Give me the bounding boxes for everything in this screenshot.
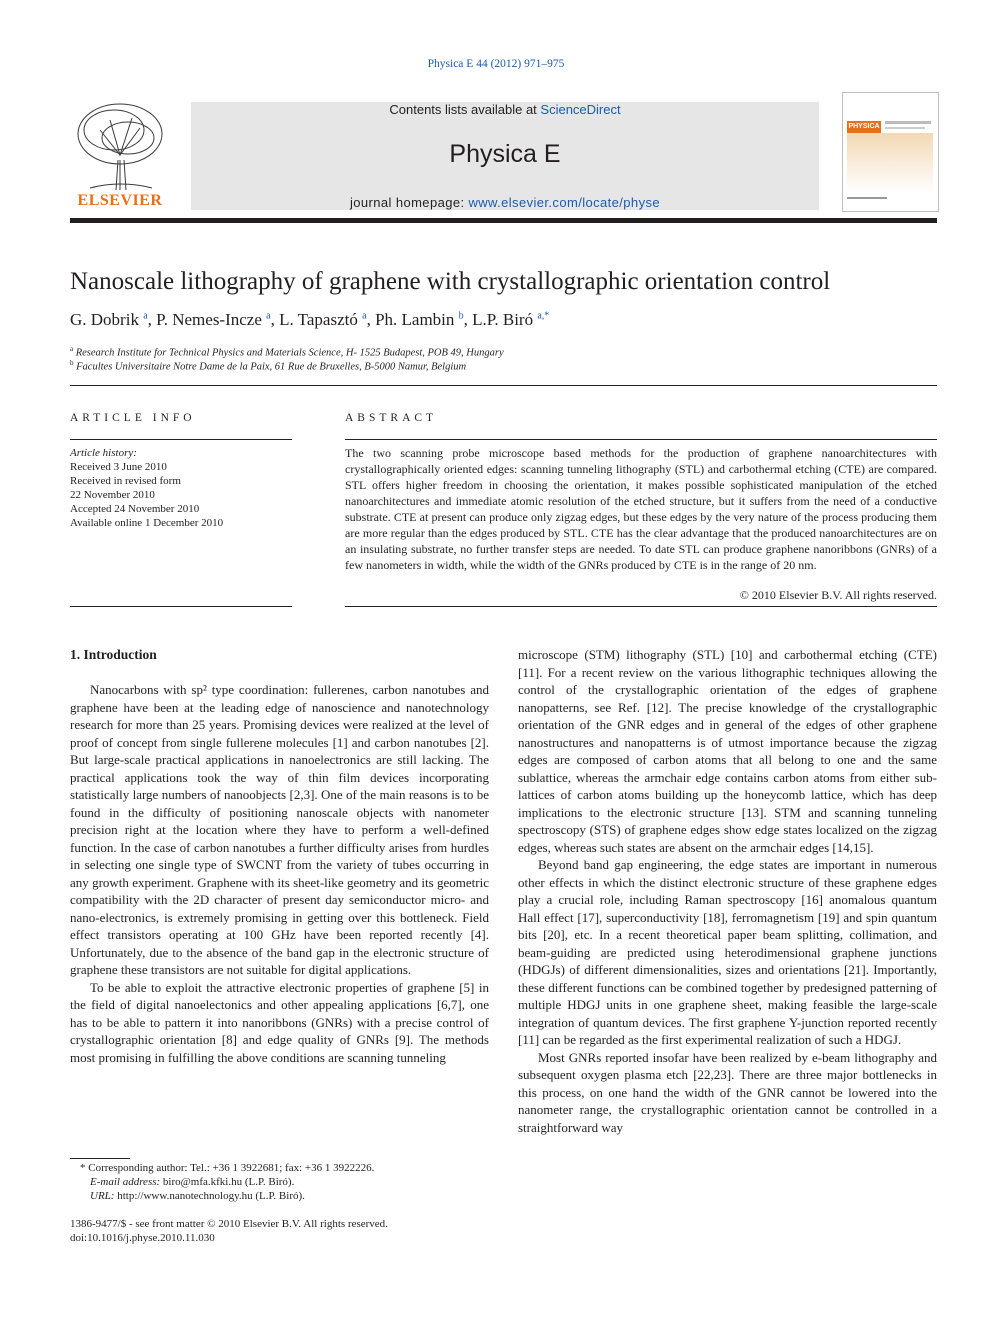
journal-citation[interactable]: Physica E 44 (2012) 971–975 bbox=[427, 58, 565, 70]
history-item: Received in revised form bbox=[70, 475, 181, 487]
journal-name: Physica E bbox=[449, 140, 561, 168]
doi-line[interactable]: doi:10.1016/j.physe.2010.11.030 bbox=[70, 1232, 215, 1244]
issn-line: 1386-9477/$ - see front matter © 2010 Elsevier B.V. All rights reserved. bbox=[70, 1218, 388, 1230]
email-link[interactable]: biro@mfa.kfki.hu (L.P. Biró). bbox=[162, 1176, 295, 1188]
author-affil-link[interactable]: b bbox=[458, 310, 464, 322]
abstract-rule bbox=[345, 606, 937, 607]
history-item: Accepted 24 November 2010 bbox=[70, 503, 200, 515]
author-affil-link[interactable]: a,* bbox=[537, 310, 550, 322]
body-paragraph: To be able to exploit the attractive electronic properties of graphene [5] in the field of digital nanoelectonics and other appealing applications [6,7], one has to be able to pattern it into nanoribbons (GNRs) with a precise control of crystallographic orientation [8] and edge quality of GNRs [9]. The methods most promising in fulfilling the above conditions are scanning tunneling bbox=[70, 979, 489, 1065]
cover-title: PHYSICA bbox=[847, 121, 881, 133]
history-item: 22 November 2010 bbox=[70, 489, 155, 501]
footnote-rule bbox=[70, 1158, 130, 1159]
url-note bbox=[70, 1189, 489, 1203]
history-item: Available online 1 December 2010 bbox=[70, 517, 224, 529]
affiliation-marker: a bbox=[70, 345, 74, 353]
section-heading-introduction: 1. Introduction bbox=[70, 647, 157, 662]
author-affil-link[interactable]: a bbox=[143, 310, 148, 322]
author-list: G. Dobrik $^a$, P. Nemes-Incze $^a$, L. Tapasztó $^a$, Ph. Lambin $^b$, L.P. Biró $^{a,*}$ bbox=[70, 310, 550, 329]
body-paragraph: Most GNRs reported insofar have been realized by e-beam lithography and subsequent oxygen plasma etch [22,23]. There are three major bottlenecks in this process, on one hand the width of the GNR cannot be lowered into the nanometer range, the crystallographic orientation cannot be controlled in a straightforward way bbox=[518, 1049, 937, 1135]
cover-line bbox=[885, 127, 925, 129]
author-name: G. Dobrik bbox=[70, 310, 139, 329]
cover-art bbox=[847, 133, 933, 193]
elsevier-wordmark[interactable]: ELSEVIER bbox=[77, 192, 163, 209]
homepage-link[interactable]: www.elsevier.com/locate/physe bbox=[468, 195, 660, 210]
url-label: URL: bbox=[90, 1190, 115, 1202]
title-rule bbox=[70, 385, 937, 386]
contents-available-line bbox=[191, 102, 819, 117]
footnotes bbox=[70, 1161, 489, 1203]
affiliation-marker: b bbox=[70, 359, 74, 367]
abstract-rule bbox=[345, 439, 937, 440]
body-column-left bbox=[70, 681, 489, 1066]
abstract-text: The two scanning probe microscope based methods for the production of graphene nanoarchitectures with crystallographically oriented edges: scanning tunneling lithography (STL) and carbothermal etching (CTE) are compared. STL offers higher freedom in choosing the orientation, it makes possible sophisticated manipulation of the etched nanoarchitectures and immediate atomic resolution of the etched structure, but it suffers from the need of a conductive substrate. CTE at present can produce only zigzag edges, but these edges by the very nature of the process producing them are more regular than the edges produced by STL. CTE has the clear advantage that the produced nanoarchitectures are on an insulating substrate, no further transfer steps are needed. To date STL can produce graphene nanoribbons (GNRs) of a few nanometers in width, while the width of the GNRs produced by CTE is in the range of 20 nm. bbox=[345, 446, 937, 572]
corresponding-author-note: * Corresponding author: Tel.: +36 1 3922681; fax: +36 1 3922226. bbox=[80, 1162, 375, 1174]
contents-prefix: Contents lists available at bbox=[389, 102, 541, 117]
cover-line bbox=[847, 197, 887, 199]
body-column-right bbox=[518, 646, 937, 1136]
body-paragraph: Beyond band gap engineering, the edge states are important in numerous other effects in which the distinct electronic structure of these graphene edges play a crucial role, including Raman spectroscopy [16] anomalous quantum Hall effect [17], superconductivity [18], ferromagnetism [19] and spin quantum bits [20], etc. In a recent theoretical paper beam splitting, collimation, and beam-guiding are predicted using heterodimensional graphene junctions (HDGJs) of different dimensionalities, sizes and orientations [21]. Importantly, these different functions can be combined together by predesigned patterning of multiple HDGJ units in one graphene sheet, making feasible the large-scale integration of quantum devices. The first graphene Y-junction reported recently [11] can be regarded as the first experimental realization of such a HDGJ. bbox=[518, 857, 937, 1047]
tree-icon bbox=[70, 100, 170, 192]
email-note bbox=[70, 1175, 489, 1189]
copyright-notice: © 2010 Elsevier B.V. All rights reserved. bbox=[739, 588, 937, 602]
author-name: P. Nemes-Incze bbox=[156, 310, 262, 329]
affiliation-text: Facultes Universitaire Notre Dame de la Paix, 61 Rue de Bruxelles, B-5000 Namur, Belgium bbox=[76, 361, 467, 373]
homepage-prefix: journal homepage: bbox=[349, 195, 469, 210]
article-info-rule bbox=[70, 439, 292, 440]
article-title: Nanoscale lithography of graphene with crystallographic orientation control bbox=[70, 268, 831, 295]
article-history bbox=[70, 446, 292, 530]
cover-line bbox=[885, 121, 931, 124]
author-name: L.P. Biró bbox=[472, 310, 534, 329]
history-label: Article history: bbox=[70, 447, 137, 459]
article-meta-footer bbox=[70, 1217, 489, 1245]
body-paragraph: Nanocarbons with sp² type coordination: fullerenes, carbon nanotubes and graphene have been at the leading edge of nanoscience and nanotechnology research for more than 25 years. Promising devices were realized at the level of proof of concept from single fullerene molecules [1] and carbon nanotubes [2]. But large-scale practical applications in nanoelectronics are still lacking. The practical applications took the way of thin film devices incorporating statistically large numbers of nanoobjects [2,3]. One of the main reasons is to be found in the difficulty of positioning nanoscale objects with nanometer precision right at the location where they have to perform a well-defined function. In the case of carbon nanotubes a further difficulty arises from hurdles in selecting one single type of SWCNT from the variety of tubes occurring in any growth experiment. Graphene with its sheet-like geometry and its geometric compatibility with the 2D character of present day semiconductor micro- and nano-electronics, is extremely promising in getting over this bottleneck. Field effect transistors operating at 100 GHz have been reported recently [4]. Unfortunately, due to the absence of the band gap in the electronic structure of graphene these transistors are not suitable for digital applications. bbox=[70, 682, 489, 977]
history-item: Received 3 June 2010 bbox=[70, 461, 167, 473]
sciencedirect-link[interactable]: ScienceDirect bbox=[540, 102, 621, 117]
email-label: E-mail address: bbox=[90, 1176, 161, 1188]
author-name: L. Tapasztó bbox=[279, 310, 358, 329]
body-paragraph: microscope (STM) lithography (STL) [10] and carbothermal etching (CTE) [11]. For a recent review on the various lithographic techniques allowing the control of the crystallographic orientation of the edges of graphene nanopatterns, see Ref. [12]. The precise knowledge of the crystallographic orientation of the GNR edges and in general of the edges of other graphene nanostructures and nanopatterns is of utmost importance because the zigzag edges are composed of carbon atoms that all belong to one and the same sublattice, whereas the armchair edge contains carbon atoms from either sub-lattices of carbon atoms building up the honeycomb lattice, which has deep implications to the electronic structure [13]. STM and scanning tunneling spectroscopy (STS) of graphene edges show edge states localized on the zigzag edges, whereas such states are absent on the armchair edges [14,15]. bbox=[518, 647, 937, 855]
journal-cover-thumbnail[interactable] bbox=[842, 92, 939, 212]
url-link[interactable]: http://www.nanotechnology.hu (L.P. Biró). bbox=[117, 1190, 305, 1202]
affiliation bbox=[70, 359, 937, 373]
article-info-heading: ARTICLE INFO bbox=[70, 412, 196, 424]
affiliation bbox=[70, 345, 937, 359]
header-rule bbox=[70, 218, 937, 223]
journal-homepage-line bbox=[191, 195, 819, 210]
abstract-heading: ABSTRACT bbox=[345, 412, 438, 424]
author-affil-link[interactable]: a bbox=[266, 310, 271, 322]
affiliation-text: Research Institute for Technical Physics and Materials Science, H- 1525 Budapest, POB 49, Hungary bbox=[75, 347, 504, 359]
author-name: Ph. Lambin bbox=[375, 310, 455, 329]
article-info-rule bbox=[70, 606, 292, 607]
author-affil-link[interactable]: a bbox=[362, 310, 367, 322]
